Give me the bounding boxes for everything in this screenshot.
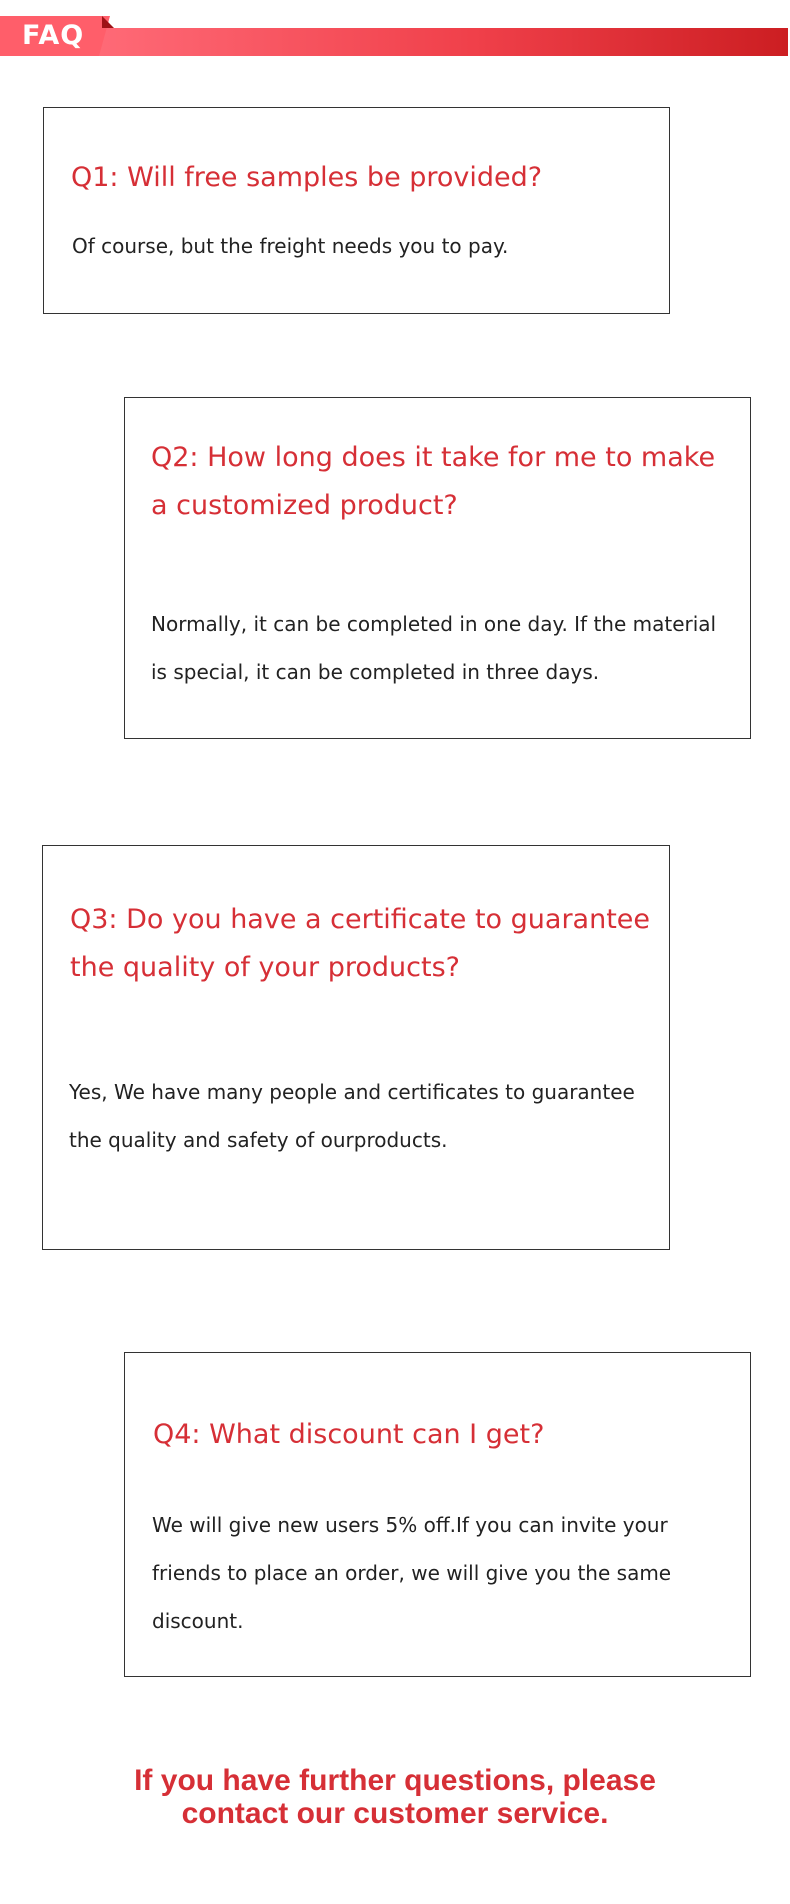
faq-answer: Yes, We have many people and certificates to guarantee the quality and safety of ourproducts. <box>69 1080 635 1152</box>
faq-card-q2 <box>124 397 751 739</box>
faq-card-q1 <box>43 107 670 314</box>
faq-question: Q4: What discount can I get? <box>153 1419 545 1450</box>
header-tab-corner <box>102 16 114 28</box>
header-gradient-bar <box>88 28 788 56</box>
faq-answer: We will give new users 5% off.If you can invite your friends to place an order, we will give you the same discount. <box>152 1513 672 1633</box>
faq-card-q3 <box>42 845 670 1250</box>
faq-answer: Of course, but the freight needs you to pay. <box>72 234 509 258</box>
contact-note-line-1: If you have further questions, please <box>134 1764 656 1797</box>
faq-card-q4 <box>124 1352 751 1677</box>
contact-note <box>0 1764 790 1830</box>
faq-answer: Normally, it can be completed in one day. If the material is special, it can be completed in three days. <box>151 612 717 684</box>
faq-header <box>0 16 790 60</box>
page-title: FAQ <box>22 20 85 51</box>
faq-question: Q3: Do you have a certificate to guarantee the quality of your products? <box>70 904 651 983</box>
contact-note-line-2: contact our customer service. <box>181 1797 609 1830</box>
faq-question: Q2: How long does it take for me to make a customized product? <box>151 442 716 521</box>
faq-question: Q1: Will free samples be provided? <box>71 162 543 193</box>
